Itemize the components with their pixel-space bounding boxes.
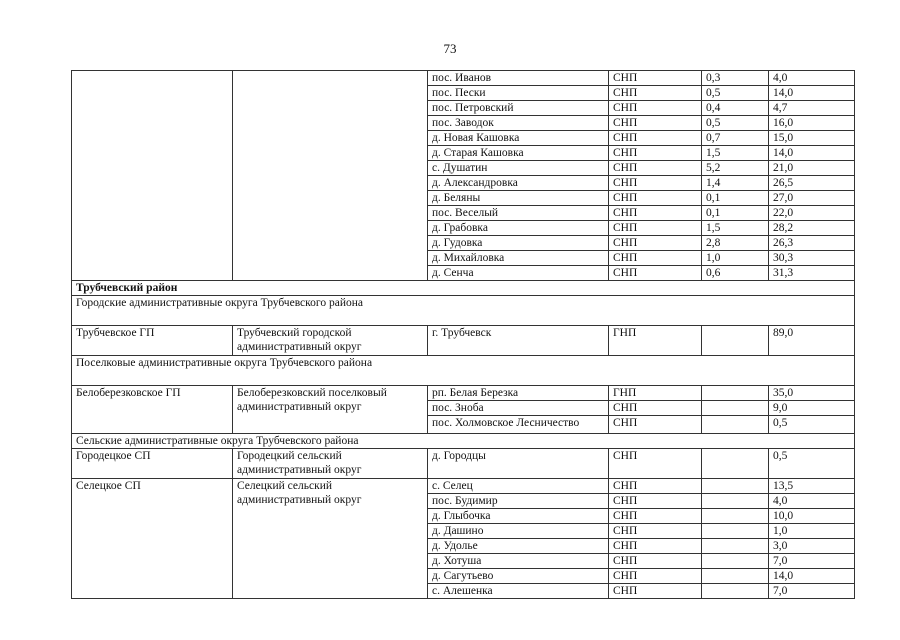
settlement-type: СНП [609, 494, 702, 509]
distance-cell: 28,2 [769, 221, 855, 236]
settlement-name: д. Сенча [428, 266, 609, 281]
okrug-cell [233, 71, 428, 281]
value-cell [702, 554, 769, 569]
distance-cell: 26,5 [769, 176, 855, 191]
settlement-type: СНП [609, 71, 702, 86]
value-cell: 0,5 [702, 86, 769, 101]
settlement-name: пос. Зноба [428, 401, 609, 416]
section-heading: Городские административные округа Трубчевского района [72, 296, 855, 326]
settlement-table [71, 70, 855, 599]
settlement-type: СНП [609, 131, 702, 146]
settlement-name: с. Душатин [428, 161, 609, 176]
value-cell [702, 569, 769, 584]
settlement-name: д. Городцы [428, 449, 609, 479]
settlement-type: СНП [609, 101, 702, 116]
settlement-type: СНП [609, 509, 702, 524]
value-cell [702, 449, 769, 479]
distance-cell: 30,3 [769, 251, 855, 266]
settlement-type: СНП [609, 206, 702, 221]
settlement-type: СНП [609, 416, 702, 434]
distance-cell: 31,3 [769, 266, 855, 281]
table-row [72, 386, 855, 401]
distance-cell: 9,0 [769, 401, 855, 416]
settlement-type: СНП [609, 554, 702, 569]
distance-cell: 16,0 [769, 116, 855, 131]
table-row [72, 449, 855, 479]
okrug-cell: Трубчевский городской административный округ [233, 326, 428, 356]
table-row [72, 326, 855, 356]
settlement-type: ГНП [609, 386, 702, 401]
distance-cell: 14,0 [769, 146, 855, 161]
section-row [72, 434, 855, 449]
value-cell: 0,1 [702, 191, 769, 206]
value-cell [702, 326, 769, 356]
settlement-name: пос. Петровский [428, 101, 609, 116]
settlement-type: СНП [609, 161, 702, 176]
distance-cell: 0,5 [769, 449, 855, 479]
value-cell: 1,4 [702, 176, 769, 191]
okrug-cell: Городецкий сельский административный округ [233, 449, 428, 479]
settlement-name: пос. Иванов [428, 71, 609, 86]
value-cell [702, 494, 769, 509]
settlement-type: СНП [609, 401, 702, 416]
settlement-type: ГНП [609, 326, 702, 356]
settlement-type: СНП [609, 176, 702, 191]
district-row [72, 281, 855, 296]
settlement-type: СНП [609, 449, 702, 479]
settlement-name: д. Удолье [428, 539, 609, 554]
settlement-type: СНП [609, 116, 702, 131]
settlement-name: рп. Белая Березка [428, 386, 609, 401]
section-row [72, 296, 855, 326]
settlement-name: д. Хотуша [428, 554, 609, 569]
settlement-type: СНП [609, 524, 702, 539]
settlement-name: д. Новая Кашовка [428, 131, 609, 146]
unit-cell: Городецкое СП [72, 449, 233, 479]
value-cell: 0,3 [702, 71, 769, 86]
unit-cell [72, 71, 233, 281]
settlement-type: СНП [609, 539, 702, 554]
settlement-name: д. Старая Кашовка [428, 146, 609, 161]
settlement-type: СНП [609, 86, 702, 101]
settlement-type: СНП [609, 266, 702, 281]
distance-cell: 10,0 [769, 509, 855, 524]
settlement-type: СНП [609, 191, 702, 206]
value-cell [702, 539, 769, 554]
unit-cell: Селецкое СП [72, 479, 233, 599]
value-cell: 0,4 [702, 101, 769, 116]
value-cell: 1,5 [702, 146, 769, 161]
value-cell [702, 479, 769, 494]
settlement-name: д. Гудовка [428, 236, 609, 251]
settlement-name: пос. Пески [428, 86, 609, 101]
value-cell [702, 416, 769, 434]
distance-cell: 14,0 [769, 569, 855, 584]
settlement-name: пос. Холмовское Лесничество [428, 416, 609, 434]
distance-cell: 7,0 [769, 584, 855, 599]
section-row [72, 356, 855, 386]
value-cell: 5,2 [702, 161, 769, 176]
distance-cell: 7,0 [769, 554, 855, 569]
value-cell: 0,1 [702, 206, 769, 221]
settlement-name: д. Грабовка [428, 221, 609, 236]
settlement-type: СНП [609, 569, 702, 584]
value-cell: 0,7 [702, 131, 769, 146]
unit-cell: Белоберезковское ГП [72, 386, 233, 434]
distance-cell: 26,3 [769, 236, 855, 251]
distance-cell: 89,0 [769, 326, 855, 356]
settlement-type: СНП [609, 479, 702, 494]
settlement-name: пос. Веселый [428, 206, 609, 221]
distance-cell: 22,0 [769, 206, 855, 221]
distance-cell: 4,0 [769, 71, 855, 86]
value-cell [702, 401, 769, 416]
distance-cell: 3,0 [769, 539, 855, 554]
settlement-name: д. Дашино [428, 524, 609, 539]
distance-cell: 0,5 [769, 416, 855, 434]
section-heading: Поселковые административные округа Трубчевского района [72, 356, 855, 386]
settlement-type: СНП [609, 584, 702, 599]
value-cell: 0,5 [702, 116, 769, 131]
value-cell: 2,8 [702, 236, 769, 251]
settlement-name: д. Глыбочка [428, 509, 609, 524]
settlement-type: СНП [609, 236, 702, 251]
value-cell: 1,0 [702, 251, 769, 266]
table-row [72, 71, 855, 86]
settlement-name: с. Селец [428, 479, 609, 494]
value-cell: 1,5 [702, 221, 769, 236]
settlement-type: СНП [609, 251, 702, 266]
distance-cell: 35,0 [769, 386, 855, 401]
distance-cell: 21,0 [769, 161, 855, 176]
distance-cell: 4,7 [769, 101, 855, 116]
distance-cell: 14,0 [769, 86, 855, 101]
settlement-name: пос. Заводок [428, 116, 609, 131]
settlement-type: СНП [609, 146, 702, 161]
settlement-name: пос. Будимир [428, 494, 609, 509]
settlement-name: д. Сагутьево [428, 569, 609, 584]
value-cell [702, 386, 769, 401]
settlement-name: д. Беляны [428, 191, 609, 206]
distance-cell: 15,0 [769, 131, 855, 146]
distance-cell: 4,0 [769, 494, 855, 509]
section-heading: Сельские административные округа Трубчевского района [72, 434, 855, 449]
distance-cell: 13,5 [769, 479, 855, 494]
value-cell: 0,6 [702, 266, 769, 281]
value-cell [702, 524, 769, 539]
distance-cell: 1,0 [769, 524, 855, 539]
okrug-cell: Селецкий сельский административный округ [233, 479, 428, 599]
settlement-name: с. Алешенка [428, 584, 609, 599]
settlement-type: СНП [609, 221, 702, 236]
district-heading: Трубчевский район [72, 281, 855, 296]
settlement-name: д. Александровка [428, 176, 609, 191]
unit-cell: Трубчевское ГП [72, 326, 233, 356]
settlement-name: г. Трубчевск [428, 326, 609, 356]
distance-cell: 27,0 [769, 191, 855, 206]
okrug-cell: Белоберезковский поселковый административный округ [233, 386, 428, 434]
page-number: 73 [443, 41, 457, 56]
value-cell [702, 509, 769, 524]
value-cell [702, 584, 769, 599]
table-row [72, 479, 855, 494]
settlement-name: д. Михайловка [428, 251, 609, 266]
